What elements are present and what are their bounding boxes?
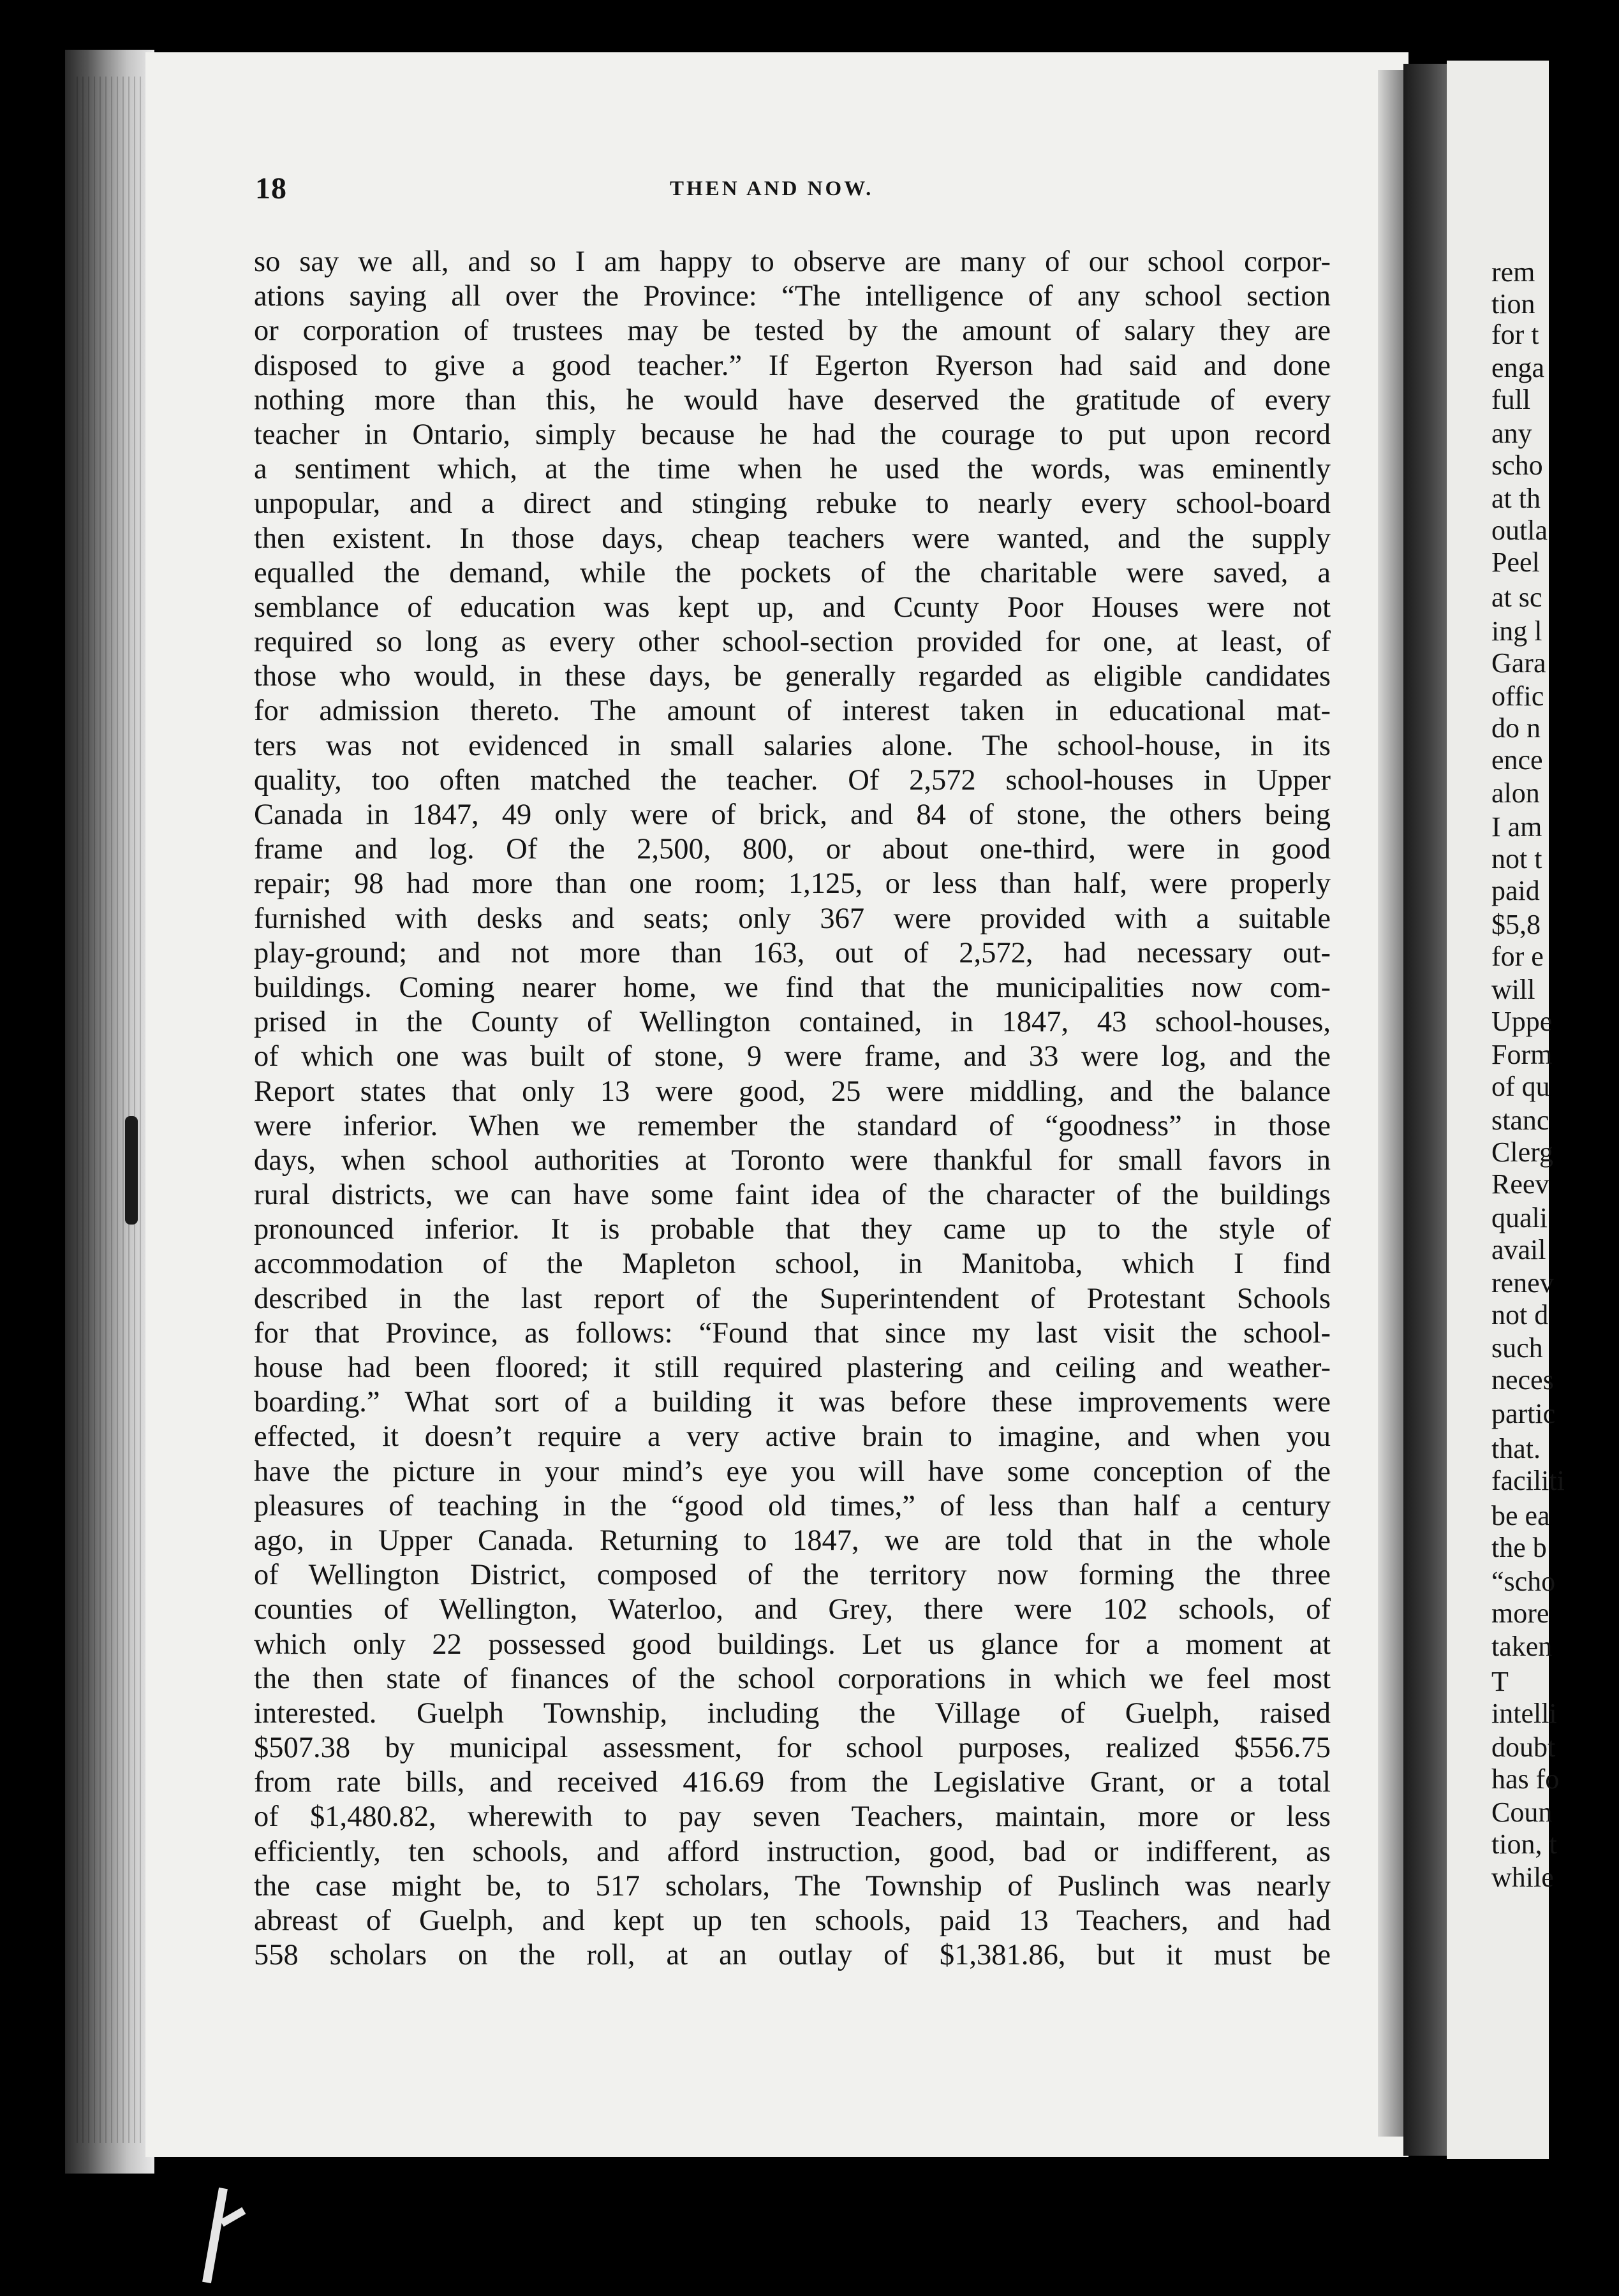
text-line: disposed to give a good teacher.” If Egerton Ryerson had said and done: [254, 349, 1331, 382]
facing-page-fragment: while: [1491, 1862, 1554, 1893]
text-line: days, when school authorities at Toronto were thankful for small favors in: [254, 1144, 1331, 1177]
text-line: house had been floored; it still required plastering and ceiling and weather-: [254, 1351, 1331, 1384]
running-head: THEN AND NOW.: [670, 177, 874, 200]
facing-page-fragment: at th: [1491, 483, 1541, 514]
facing-page-fragment: quali: [1491, 1202, 1548, 1233]
text-line: furnished with desks and seats; only 367 were provided with a suitable: [254, 902, 1331, 935]
facing-page-fragment: Coun: [1491, 1797, 1553, 1828]
facing-page-fragment: at sc: [1491, 582, 1542, 613]
facing-page-fragment: the b: [1491, 1532, 1547, 1563]
text-line: ters was not evidenced in small salaries alone. The school-house, in its: [254, 729, 1331, 762]
facing-page-fragment: doubt: [1491, 1732, 1556, 1763]
text-line: of which one was built of stone, 9 were frame, and 33 were log, and the: [254, 1040, 1331, 1073]
facing-page-fragment: such: [1491, 1332, 1543, 1364]
facing-page-fragment: intelli: [1491, 1698, 1557, 1729]
text-line: frame and log. Of the 2,500, 800, or about one-third, were in good: [254, 833, 1331, 866]
text-line: abreast of Guelph, and kept up ten schools, paid 13 Teachers, and had: [254, 1904, 1331, 1937]
facing-page-fragment: that.: [1491, 1433, 1541, 1464]
facing-page-fragment: outla: [1491, 515, 1548, 546]
facing-page-fragment: neces: [1491, 1364, 1554, 1395]
facing-page-fragment: scho: [1491, 450, 1543, 481]
facing-page-fragment: tion, t: [1491, 1829, 1557, 1860]
text-line: so say we all, and so I am happy to observe are many of our school corpor-: [254, 246, 1331, 278]
facing-page-fragment: do n: [1491, 712, 1541, 744]
facing-page-fragment: be ea: [1491, 1500, 1550, 1531]
text-line: repair; 98 had more than one room; 1,125, or less than half, were properly: [254, 867, 1331, 901]
facing-page-fragment: $5,8: [1491, 909, 1541, 940]
text-line: those who would, in these days, be generally regarded as eligible candidates: [254, 660, 1331, 693]
facing-page-fragment: Clerg: [1491, 1137, 1553, 1168]
facing-page-fragment: ence: [1491, 744, 1543, 776]
text-line: interested. Guelph Township, including the Village of Guelph, raised: [254, 1696, 1331, 1730]
text-line: have the picture in your mind’s eye you will have some conception of the: [254, 1455, 1331, 1488]
text-line: nothing more than this, he would have deserved the gratitude of every: [254, 383, 1331, 416]
body-text: [254, 245, 1331, 1973]
page-stack-lines: [77, 77, 147, 2143]
text-line: efficiently, ten schools, and afford instruction, good, bad or indifferent, as: [254, 1835, 1331, 1868]
facing-page-fragment: renev: [1491, 1267, 1554, 1299]
facing-page-fragment: for t: [1491, 319, 1539, 350]
margin-mark: [125, 1116, 138, 1225]
text-line: the case might be, to 517 scholars, The Township of Puslinch was nearly: [254, 1869, 1331, 1902]
facing-page-fragment: faciliti: [1491, 1465, 1565, 1496]
text-line: of Wellington District, composed of the territory now forming the three: [254, 1559, 1331, 1592]
book-gutter: [1403, 64, 1451, 2156]
facing-page-fragment: full: [1491, 384, 1531, 415]
text-line: accommodation of the Mapleton school, in Manitoba, which I find: [254, 1247, 1331, 1281]
facing-page-fragment: for e: [1491, 941, 1544, 972]
facing-page-fragment: taken: [1491, 1631, 1553, 1662]
facing-page-fragment: enga: [1491, 352, 1545, 383]
text-line: then existent. In those days, cheap teachers were wanted, and the supply: [254, 522, 1331, 555]
text-line: pronounced inferior. It is probable that they came up to the style of: [254, 1213, 1331, 1246]
text-line: a sentiment which, at the time when he used the words, was eminently: [254, 453, 1331, 486]
text-line: described in the last report of the Superintendent of Protestant Schools: [254, 1282, 1331, 1315]
text-line: for admission thereto. The amount of interest taken in educational mat-: [254, 695, 1331, 728]
facing-page-fragment: stanc: [1491, 1105, 1549, 1136]
facing-page-fragment: will: [1491, 974, 1535, 1005]
page-number: 18: [255, 172, 287, 205]
text-line: or corporation of trustees may be tested by the amount of salary they are: [254, 314, 1331, 348]
facing-page-fragment: avail: [1491, 1234, 1546, 1265]
facing-page-fragment: Uppe: [1491, 1006, 1553, 1037]
text-line: Report states that only 13 were good, 25 were middling, and the balance: [254, 1075, 1331, 1108]
facing-page: [1447, 61, 1565, 2159]
facing-page-fragment: T: [1491, 1666, 1509, 1697]
facing-page-fragment: has fo: [1491, 1763, 1560, 1795]
text-line: which only 22 possessed good buildings. Let us glance for a moment at: [254, 1628, 1331, 1661]
facing-page-fragment: Gara: [1491, 647, 1546, 679]
text-line: ago, in Upper Canada. Returning to 1847, we are told that in the whole: [254, 1524, 1331, 1557]
facing-page-fragment: of qu: [1491, 1071, 1550, 1102]
facing-page-fragment: any: [1491, 418, 1532, 449]
facing-page-fragment: partic: [1491, 1398, 1556, 1429]
text-line: the then state of finances of the school corporations in which we feel most: [254, 1662, 1331, 1695]
text-line: for that Province, as follows: “Found that since my last visit the school-: [254, 1316, 1331, 1350]
text-line: boarding.” What sort of a building it was before these improvements were: [254, 1386, 1331, 1419]
text-line: of $1,480.82, wherewith to pay seven Teachers, maintain, more or less: [254, 1800, 1331, 1834]
text-line: effected, it doesn’t require a very active brain to imagine, and when you: [254, 1420, 1331, 1453]
facing-page-fragment: not d: [1491, 1299, 1549, 1330]
facing-page-fragment: not t: [1491, 843, 1542, 874]
text-line: 558 scholars on the roll, at an outlay of $1,381.86, but it must be: [254, 1939, 1331, 1972]
facing-page-fragment: paid: [1491, 875, 1540, 906]
text-line: from rate bills, and received 416.69 from the Legislative Grant, or a total: [254, 1766, 1331, 1799]
text-line: ations saying all over the Province: “The intelligence of any school section: [254, 280, 1331, 313]
text-line: were inferior. When we remember the standard of “goodness” in those: [254, 1109, 1331, 1142]
text-line: rural districts, we can have some faint idea of the character of the buildings: [254, 1179, 1331, 1212]
facing-page-fragment: “scho: [1491, 1566, 1556, 1597]
text-line: $507.38 by municipal assessment, for school purposes, realized $556.75: [254, 1732, 1331, 1765]
text-line: teacher in Ontario, simply because he had the courage to put upon record: [254, 418, 1331, 451]
text-line: Canada in 1847, 49 only were of brick, and 84 of stone, the others being: [254, 798, 1331, 831]
facing-page-fragment: rem: [1491, 256, 1535, 288]
text-line: quality, too often matched the teacher. Of 2,572 school-houses in Upper: [254, 763, 1331, 797]
text-line: equalled the demand, while the pockets of the charitable were saved, a: [254, 556, 1331, 589]
text-line: required so long as every other school-section provided for one, at least, of: [254, 626, 1331, 659]
facing-page-fragment: offic: [1491, 681, 1544, 712]
facing-page-fragment: I am: [1491, 811, 1542, 843]
facing-page-fragment: tion: [1491, 288, 1535, 320]
text-line: counties of Wellington, Waterloo, and Grey, there were 102 schools, of: [254, 1593, 1331, 1626]
facing-page-fragment: ing l: [1491, 615, 1542, 647]
facing-page-fragment: Form: [1491, 1039, 1553, 1070]
text-line: play-ground; and not more than 163, out of 2,572, had necessary out-: [254, 936, 1331, 969]
text-line: semblance of education was kept up, and Ccunty Poor Houses were not: [254, 591, 1331, 624]
text-line: buildings. Coming nearer home, we find that the municipalities now com-: [254, 971, 1331, 1004]
text-line: prised in the County of Wellington contained, in 1847, 43 school-houses,: [254, 1006, 1331, 1039]
text-line: pleasures of teaching in the “good old times,” of less than half a century: [254, 1489, 1331, 1522]
facing-page-fragment: more: [1491, 1598, 1549, 1629]
facing-page-fragment: alon: [1491, 777, 1540, 809]
scan-mark: [202, 2188, 228, 2283]
facing-page-fragment: Reev: [1491, 1168, 1549, 1200]
facing-page-fragment: Peel: [1491, 547, 1540, 578]
text-line: unpopular, and a direct and stinging rebuke to nearly every school-board: [254, 487, 1331, 520]
